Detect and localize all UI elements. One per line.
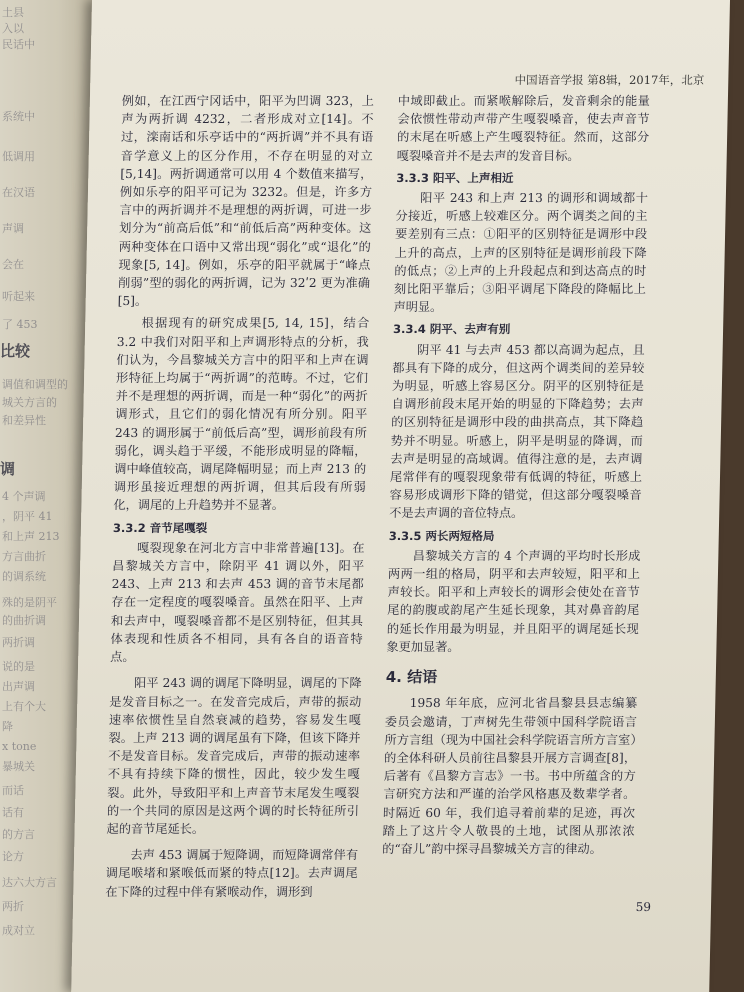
underlay-fragment: 的方言 (2, 828, 35, 841)
underlay-fragment: 低调用 (2, 150, 35, 163)
section-heading-3-3-4: 3.3.4 阴平、去声有别 (392, 322, 511, 337)
underlay-fragment: 的调系统 (2, 570, 46, 583)
underlay-fragment: 方言曲折 (2, 550, 46, 563)
underlay-fragment: 土县 (2, 6, 24, 19)
underlay-fragment: 调值和调型的 (2, 378, 68, 391)
underlay-fragment: 民话中 (2, 38, 35, 51)
running-header: 中国语音学报 第8辑，2017年，北京 (514, 73, 705, 87)
underlay-fragment: 上有个大 (2, 700, 46, 713)
underlay-fragment: 系统中 (2, 110, 35, 123)
section-heading-3-3-2: 3.3.2 音节尾嘎裂 (112, 520, 208, 535)
underlay-fragment: 声调 (2, 222, 24, 235)
paragraph: 阴平 41 与去声 453 都以高调为起点，且都具有下降的成分，但这两个调类间的差异较为明显，听感上容易区分。阴平的区别特征是自调形前段末尾开始的明显的下降趋势；去声的区别特征是调形中段的曲拱高点，其下降趋势并不明显。听感上，阴平是明显的降调，而去声是明显的高域调。值得注意的是，去声调尾常伴有的嘎裂现象带有低调的特征，听感上容易形成调形下降的错觉，但这部分嘎裂嗓音不是去声调的音位特点。 (389, 342, 645, 521)
underlay-fragment: 的曲折调 (2, 614, 46, 627)
underlay-fragment: 听起来 (2, 290, 35, 303)
paragraph: 嘎裂现象在河北方言中非常普遍[13]。在昌黎城关方言中，除阴平 41 调以外，阳平 243、上声 213 和去声 453 调的音节末尾都存在一定程度的嘎裂嗓音。虽然在阳平、上声和去声中，嘎裂嗓音都不是区别特征，但其具体表现和性质各不相同，具有各自的语音特点。 (110, 540, 365, 665)
underlay-fragment: 说的是 (2, 660, 35, 673)
left-column (105, 92, 374, 901)
section-heading-3-3-5: 3.3.5 两长两短格局 (388, 528, 495, 543)
underlay-fragment: 和差异性 (2, 414, 46, 427)
section-heading-4: 4. 结语 (385, 668, 438, 687)
underlay-fragment: ，阴平 41 (2, 510, 53, 523)
underlay-fragment: 两折调 (2, 636, 35, 649)
underlay-fragment: 和上声 213 (2, 530, 60, 543)
underlay-fragment: 4 个声调 (2, 490, 46, 503)
underlay-fragment: x tone (2, 740, 37, 753)
paragraph: 阳平 243 调的调尾下降明显，调尾的下降是发音目标之一。在发音完成后，声带的振动速率依惯性呈自然衰减的趋势，容易发生嘎裂。上声 213 调的调尾虽有下降，但该下降并不是发音目标。发音完成后，声带的振动速率不具有持续下降的惯性，因此，较少发生嘎裂。此外，导致阳平和上声音节末尾发生嘎裂的一个共同的原因是这两个调的时长特征所引起的音节尾延长。 (106, 676, 362, 836)
paragraph: 昌黎城关方言的 4 个声调的平均时长形成两两一组的格局，阴平和去声较短，阳平和上声较长。阳平和上声较长的调形会使处在音节尾的韵腹或韵尾产生延长现象，其对鼻音韵尾的延长作用最为明显，并且阳平的调尾延长现象更加显著。 (386, 548, 641, 654)
underlay-fragment: 话有 (2, 806, 24, 819)
underlay-fragment: 暴城关 (2, 760, 35, 773)
underlay-heading: 比较 (0, 342, 31, 360)
underlay-fragment: 而话 (2, 784, 24, 797)
underlay-fragment: 出声调 (2, 680, 35, 693)
underlay-heading: 调 (0, 460, 16, 478)
underlay-fragment: 在汉语 (2, 186, 35, 199)
section-heading-3-3-3: 3.3.3 阳平、上声相近 (396, 170, 514, 185)
underlay-fragment: 殊的是阴平 (2, 596, 57, 609)
paragraph: 阳平 243 和上声 213 的调形和调域都十分接近，听感上较难区分。两个调类之间的主要差别有三点：①阳平的区别特征是调形中段上升的高点，上声的区别特征是调形前段下降的低点；②上声的上升段起点和到达高点的时刻比阳平靠后；③阳平调尾下降段的降幅比上声明显。 (393, 191, 648, 315)
underlay-fragment: 城关方言的 (2, 396, 57, 409)
underlay-fragment: 降 (2, 720, 13, 733)
paragraph: 根据现有的研究成果[5, 14, 15]，结合 3.2 中我们对阳平和上声调形特点的分析，我们认为，今昌黎城关方言中的阳平和上声在调形特征上均属于“两折调”的范畴。不过，它们并不是理想的两折调，而是一种“弱化”的两折调形式，且它们的弱化情况有所分别。阳平 243 的调形属于“前低后高”型，调形前段有所弱化，调头趋于平缓，不能形成明显的降幅，调中峰值较高，调尾降幅明显；而上声 213 的调形虽接近理想的两折调，但其后段有所弱化，调尾的上升趋势并不显著。 (113, 316, 370, 513)
paragraph: 去声 453 调属于短降调，而短降调常伴有调尾喉堵和紧喉低而紧的特点[12]。去声调尾在下降的过程中伴有紧喉动作，调形到 (105, 848, 359, 899)
paragraph: 1958 年年底，应河北省昌黎县县志编纂委员会邀请，丁声树先生带领中国科学院语言所方言组（现为中国社会科学院语言所方言室）的全体科研人员前往昌黎县开展方言调查[8]，后著有《昌黎方言志》一书。书中所蕴含的方言研究方法和严谨的治学风格惠及数辈学者。时隔近 60 年，我们追寻着前辈的足迹，再次踏上了这片令人敬畏的土地，试图从那浓浓的“奋儿”韵中探寻昌黎城关方言的律动。 (382, 696, 638, 856)
journal-page (71, 0, 730, 992)
underlay-fragment: 入以 (2, 22, 24, 35)
page-number: 59 (635, 900, 652, 914)
underlay-fragment: 达六大方言 (2, 876, 57, 889)
underlay-fragment: 成对立 (2, 924, 35, 937)
paragraph: 中域即截止。而紧喉解除后，发音剩余的能量会依惯性带动声带产生嘎裂嗓音，使去声音节的末尾在听感上产生嘎裂特征。然而，这部分嘎裂嗓音并不是去声的发音目标。 (396, 94, 651, 163)
paragraph: 例如，在江西宁冈话中，阳平为凹调 323，上声为两折调 4232，二者形成对立[14]。不过，滦南话和乐亭话中的“两折调”并不具有语音学意义上的区分作用，不存在明显的对立[5,14]。两折调通常可以用 4 个数值来描写，例如乐亭的阳平可记为 3232。但是，许多方言中的两折调并不是理想的两折调，可进一步划分为“前高后低”和“前低后高”两种变体。这两种变体在口语中又常出现“弱化”或“退化”的现象[5, 14]。例如，乐亭的阳平就属于“峰点削弱”型的弱化的两折调，记为 32ʹ2 更为准确[5]。 (117, 94, 375, 309)
underlay-fragment: 论方 (2, 850, 24, 863)
right-column (382, 92, 650, 858)
underlay-fragment: 两折 (2, 900, 24, 913)
underlay-fragment: 会在 (2, 258, 24, 271)
underlay-fragment: 了 453 (2, 318, 38, 331)
